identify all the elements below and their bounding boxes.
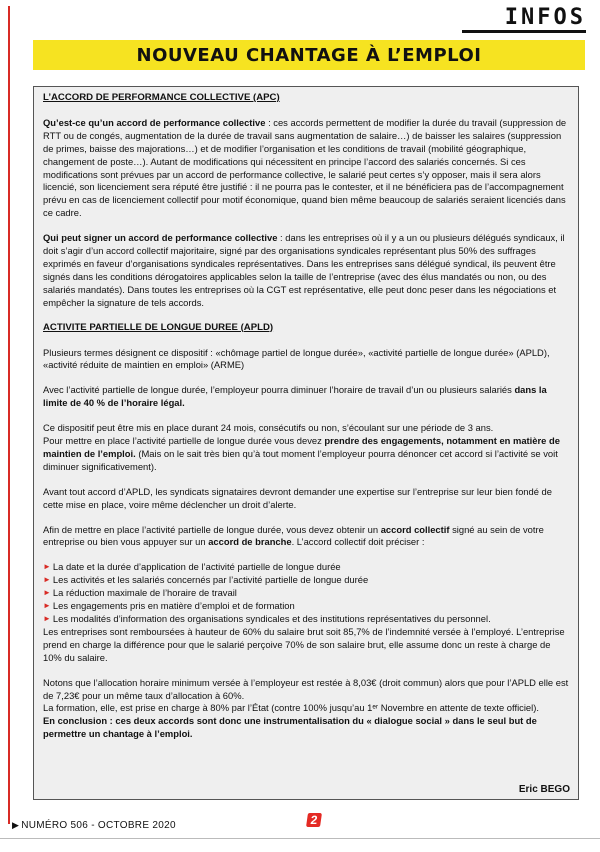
page-number: 2 xyxy=(306,813,322,827)
apld-paragraph-expertise: Avant tout accord d’APLD, les syndicats signataires devront demander une expertise sur l’entreprise sur leur bien fondé de cette mise en place, voire même déclencher un droit d’alerte. xyxy=(43,485,552,510)
list-item-text: Les activités et les salariés concernés par l’activité partielle de longue durée xyxy=(52,574,369,586)
bullet-arrow-icon: ► xyxy=(43,575,51,585)
apc-q1-text: : ces accords permettent de modifier la durée du travail (suppression de RTT ou de congés, augmentation de la durée de travail sans augmentation de salaire…) de baisser les salaires (suppression de primes, baisse des majorations…) et de modifier l’organisation et les conditions de travail (mobilité géographique, changement de poste…). Autant de modifications qui nécessitent en principe l’accord des salariés concernés. Si ces modifications sont prévues par un accord de performance collective, le salarié peut certes s’y opposer, mais il sera alors licencié, son licenciement sera réputé être justifié : il ne pourra pas le contester, et il ne bénéficiera pas de l’accompagnement prévu en cas de licenciement collectif pour motif économique, quand bien même beaucoup de salariés seraient licenciés dans ce cadre. xyxy=(43,116,567,219)
list-item xyxy=(43,600,570,613)
apld-engagements-bold: prendre des engagements, notamment en matière de maintien de l’emploi. xyxy=(43,435,560,459)
conclusion xyxy=(43,715,570,741)
apc-question-2 xyxy=(43,232,570,309)
apld-accord-text-a: Afin de mettre en place l’activité partielle de longue durée, vous devez obtenir un xyxy=(43,523,381,535)
apld-accord-text-c: signé au sein de votre entreprise ou bien vous appuyer sur un xyxy=(43,523,544,548)
apld-limit-bold: dans la limite de 40 % de l’horaire légal. xyxy=(43,384,547,409)
list-item xyxy=(43,561,570,574)
list-item-text: La réduction maximale de l’horaire de travail xyxy=(52,587,237,599)
apc-q2-text: : dans les entreprises où il y a un ou plusieurs délégués syndicaux, il doit s’agir d’un accord collectif majoritaire, signé par des organisations syndicales représentant plus 50% des suffrages exprimés en faveur d’organisations syndicales représentatives. Dans les entreprises sans délégué syndical, ils peuvent être signés dans les conditions dérogatoires applicables selon la taille de l’entreprise (avec des élus mandatés ou non, ou des salariés mandatés). Dans toutes les entreprises où la CGT est représentative, elle peut donc peser dans les négociations et empêcher la signature de tels accords. xyxy=(43,232,565,308)
apld-heading: ACTIVITE PARTIELLE DE LONGUE DUREE (APLD) xyxy=(43,321,274,333)
apc-heading: L’ACCORD DE PERFORMANCE COLLECTIVE (APC) xyxy=(43,92,280,103)
apld-accord-branche: accord de branche xyxy=(208,536,292,548)
title-banner xyxy=(33,40,585,70)
footer-rule xyxy=(0,838,600,839)
apld-engagements-tail: (Mais on le sait très bien qu’à tout moment l’employeur pourra dénoncer cet accord si l’activité se voit diminuer significativement). xyxy=(43,447,558,472)
bullet-arrow-icon: ► xyxy=(43,588,51,598)
apld-paragraph-duration: Ce dispositif peut être mis en place durant 24 mois, consécutifs ou non, s’écoulant sur une période de 3 ans. xyxy=(43,422,494,434)
list-item xyxy=(43,574,570,587)
apld-paragraph-terms: Plusieurs termes désignent ce dispositif : «chômage partiel de longue durée», «activité partielle de longue durée» (APLD), «activité réduite de maintien en emploi» (ARME) xyxy=(43,346,550,371)
apld-paragraph-training: La formation, elle, est prise en charge à 80% par l’État (contre 100% jusqu’au 1ᵉʳ Novembre en attente de texte officiel). xyxy=(43,702,539,714)
apld-paragraph-engagements xyxy=(43,435,570,474)
footer-arrow-icon: ▶ xyxy=(12,820,20,830)
article-box xyxy=(33,86,579,800)
apld-accord-text-e: . L’accord collectif doit préciser : xyxy=(291,536,425,548)
apld-paragraph-allocation: Notons que l’allocation horaire minimum versée à l’employeur est restée à 8,03€ (droit commun) alors que pour l’APLD elle est de 7,23€ pour un même taux d’allocation à 60%. xyxy=(43,676,569,701)
left-margin-rule xyxy=(8,6,10,824)
apld-accord-collectif: accord collectif xyxy=(380,523,450,535)
apld-limit-text: Avec l’activité partielle de longue durée, l’employeur pourra diminuer l’horaire de travail d’un ou plusieurs salariés xyxy=(43,384,515,396)
apld-engagements-text: Pour mettre en place l’activité partielle de longue durée vous devez xyxy=(43,435,325,447)
section-tag: INFOS xyxy=(504,5,586,30)
list-item-text: Les engagements pris en matière d’emploi et de formation xyxy=(52,600,295,612)
footer-issue xyxy=(12,820,176,831)
bullet-arrow-icon: ► xyxy=(43,614,51,623)
section-tag-underline xyxy=(462,30,586,33)
list-item-text: La date et la durée d’application de l’activité partielle de longue durée xyxy=(52,561,341,573)
apld-requirements-list xyxy=(43,561,570,626)
page-title: NOUVEAU CHANTAGE À L’EMPLOI xyxy=(136,44,482,66)
bullet-arrow-icon: ► xyxy=(43,562,51,572)
apld-paragraph-reimbursement: Les entreprises sont remboursées à hauteur de 60% du salaire brut soit 85,7% de l’indemnité versée à l’employé. L’entreprise prend en charge la différence pour que le salarié perçoive 70% de son salaire brut, elle assume donc un reste à charge de 10% du salaire. xyxy=(43,625,565,663)
footer-issue-text: NUMÉRO 506 - OCTOBRE 2020 xyxy=(21,820,176,831)
apld-paragraph-limit xyxy=(43,384,570,410)
list-item xyxy=(43,587,570,600)
apld-paragraph-accord xyxy=(43,524,570,550)
author-signature: Eric BEGO xyxy=(518,784,570,795)
apc-q2-label: Qui peut signer un accord de performance collective xyxy=(43,232,278,244)
list-item xyxy=(43,613,570,626)
apc-q1-label: Qu’est-ce qu’un accord de performance collective xyxy=(43,116,266,128)
bullet-arrow-icon: ► xyxy=(43,601,51,611)
apc-question-1 xyxy=(43,117,570,220)
list-item-text: Les modalités d’information des organisations syndicales et des institutions représentatives du personnel. xyxy=(52,613,491,624)
conclusion-text: En conclusion : ces deux accords sont donc une instrumentalisation du « dialogue social » dans le seul but de permettre un chantage à l’emploi. xyxy=(43,715,537,740)
